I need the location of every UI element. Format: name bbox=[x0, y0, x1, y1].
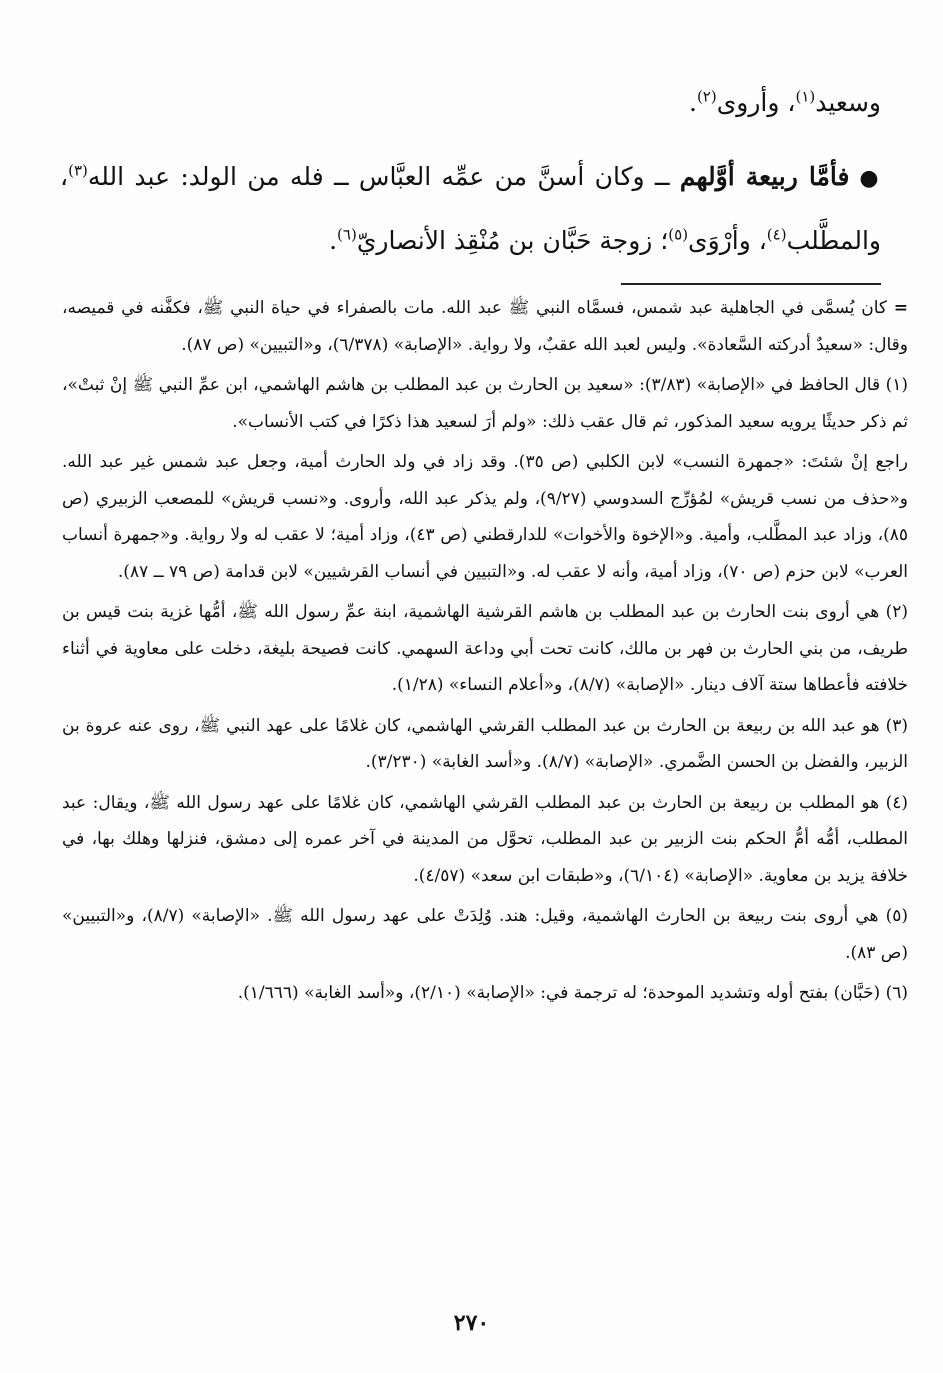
main-text: وسعيد bbox=[815, 88, 881, 117]
main-paragraph bbox=[60, 146, 881, 272]
footnote-ref-3: (٣) bbox=[68, 161, 88, 180]
page-number: ٢٧٠ bbox=[453, 1310, 490, 1336]
footnotes-section bbox=[62, 290, 908, 1016]
footnote-6: (٦) (حَبَّان) بفتح أوله وتشديد الموحدة؛ له ترجمة في: «الإصابة» (٢/١٠)، و«أسد الغابة» (١/٦٦٦). bbox=[237, 983, 908, 1003]
footnote-text: كان يُسمَّى في الجاهلية عبد شمس، فسمَّاه النبي ﷺ عبد الله. مات بالصفراء في حياة النبي ﷺ، فكفَّنه في قميصه، وقال: «سعيدٌ أدركته السَّعادة». وليس لعبد الله عقبٌ، ولا رواية. «الإصابة» (٦/٣٧٨)، و«التبيين» (ص ٨٧). bbox=[62, 298, 908, 355]
footnote-4: (٤) هو المطلب بن ربيعة بن الحارث بن عبد المطلب القرشي الهاشمي، كان غلامًا على عهد رسول الله ﷺ، ويقال: عبد المطلب، أمُّه أمُّ الحكم بنت الزبير بن عبد المطلب، تحوَّل من المدينة في آخر عمره إلى دمشق، فنزلها وهلك بها، في خلافة يزيد بن معاوية. «الإصابة» (٦/١٠٤)، و«طبقات ابن سعد» (٤/٥٧). bbox=[62, 792, 908, 886]
paragraph-heading: فأمَّا ربيعة أوَّلهم bbox=[679, 162, 850, 191]
footnote-divider bbox=[621, 283, 881, 285]
footnote-ref-4: (٤) bbox=[766, 225, 787, 244]
footnote-1-sources: راجع إنْ شئتَ: «جمهرة النسب» لابن الكلبي (ص ٣٥). وقد زاد في ولد الحارث أمية، وجعل عبد شمس غير عبد الله. و«حذف من نسب قريش» لمُؤرِّج السدوسي (٩/٢٧)، ولم يذكر عبد الله، وأروى. و«نسب قريش» للمصعب الزبيري (ص ٨٥)، وزاد عبد المطَّلب، وأمية. و«الإخوة والأخوات» للدارقطني (ص ٤٣)، وزاد أمية؛ لا عقب له ولا رواية. و«جمهرة أنساب العرب» لابن حزم (ص ٧٠)، وزاد أمية، وأنه لا عقب له. و«التبيين في أنساب القرشيين» لابن قدامة (ص ٧٩ ــ ٨٧). bbox=[62, 452, 908, 582]
main-text: ، وأرْوَى bbox=[688, 226, 767, 255]
continuation-mark: = bbox=[893, 298, 908, 318]
footnote-ref-2: (٢) bbox=[696, 87, 717, 106]
main-text: . bbox=[688, 88, 697, 117]
footnote-2: (٢) هي أروى بنت الحارث بن عبد المطلب بن هاشم القرشية الهاشمية، ابنة عمِّ رسول الله ﷺ، أمُّها غزية بنت قيس بن طريف، من بني الحارث بن فهر بن مالك، كانت تحت أبي وداعة السهمي. كانت فصيحة بليغة، دخلت على معاوية في أثناء خلافته فأعطاها ستة آلاف دينار. «الإصابة» (٨/٧)، و«أعلام النساء» (١/٢٨). bbox=[62, 602, 908, 695]
main-text-line-1 bbox=[60, 72, 881, 134]
footnote-1: (١) قال الحافظ في «الإصابة» (٣/٨٣): «سعيد بن الحارث بن عبد المطلب بن هاشم الهاشمي، ابن عمِّ النبي ﷺ إنْ ثبتْ»، ثم ذكر حديثًا يرويه سعيد المذكور، ثم قال عقب ذلك: «ولم أرَ لسعيد هذا ذكرًا في كتب الأنساب». bbox=[62, 375, 908, 432]
main-text: . bbox=[329, 226, 338, 255]
footnote-ref-6: (٦) bbox=[337, 225, 357, 244]
main-text: ، وأروى bbox=[716, 88, 796, 117]
main-text: ــ وكان أسنَّ من عمِّه العبَّاس ــ فله من الولد: عبد الله bbox=[87, 162, 680, 191]
footnote-ref-1: (١) bbox=[795, 87, 816, 106]
footnote-ref-5: (٥) bbox=[668, 225, 689, 244]
bullet-icon: ● bbox=[859, 166, 881, 191]
footnote-3: (٣) هو عبد الله بن ربيعة بن الحارث بن عبد المطلب القرشي الهاشمي، كان غلامًا على عهد النبي ﷺ، روى عنه عروة بن الزبير، والفضل بن الحسن الضَّمري. «الإصابة» (٨/٧). و«أسد الغابة» (٣/٢٣٠). bbox=[62, 715, 908, 772]
footnote-continuation bbox=[62, 290, 908, 363]
main-text: ؛ زوجة حَبَّان بن مُنْقِذ الأنصاريّ bbox=[356, 226, 669, 255]
footnote-5: (٥) هي أروى بنت ربيعة بن الحارث الهاشمية، وقيل: هند. وُلِدَتْ على عهد رسول الله ﷺ. «الإصابة» (٨/٧)، و«التبيين» (ص ٨٣). bbox=[62, 906, 908, 963]
main-text: ، والمطَّلب bbox=[60, 162, 881, 255]
